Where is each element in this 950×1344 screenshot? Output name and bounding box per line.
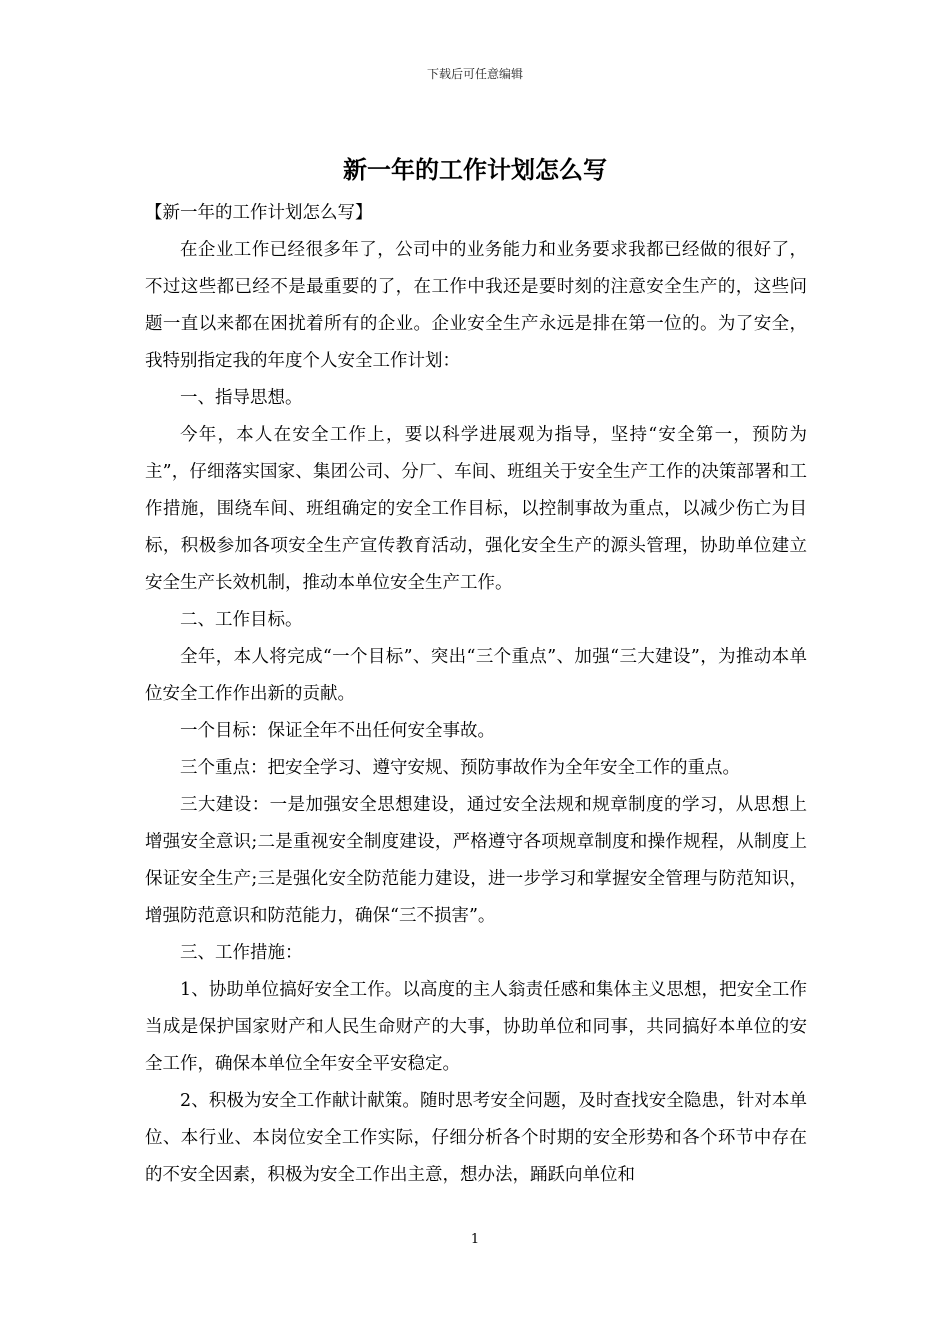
paragraph-work-goals: 全年，本人将完成“一个目标”、突出“三个重点”、加强“三大建设”，为推动本单位安全工作作出新的贡献。 bbox=[145, 647, 807, 704]
paragraph-intro: 在企业工作已经很多年了，公司中的业务能力和业务要求我都已经做的很好了，不过这些都已经不是最重要的了，在工作中我还是要时刻的注意安全生产的，这些问题一直以来都在困扰着所有的企业。企业安全生产永远是排在第一位的。为了安全，我特别指定我的年度个人安全工作计划： bbox=[145, 240, 807, 371]
download-note: 下载后可任意编辑 bbox=[426, 67, 523, 81]
paragraph-one-goal: 一个目标：保证全年不出任何安全事故。 bbox=[180, 721, 495, 741]
page-number: 1 bbox=[470, 1232, 480, 1247]
paragraph-measure-2: 2、积极为安全工作献计献策。随时思考安全问题，及时查找安全隐患，针对本单位、本行业、本岗位安全工作实际，仔细分析各个时期的安全形势和各个环节中存在的不安全因素，积极为安全工作出主意，想办法，踊跃向单位和 bbox=[145, 1091, 807, 1185]
paragraph-three-focus: 三个重点：把安全学习、遵守安规、预防事故作为全年安全工作的重点。 bbox=[180, 758, 740, 778]
paragraph-guiding-thought: 今年，本人在安全工作上，要以科学进展观为指导，坚持“安全第一，预防为主”，仔细落实国家、集团公司、分厂、车间、班组关于安全生产工作的决策部署和工作措施，围绕车间、班组确定的安全工作目标，以控制事故为重点，以减少伤亡为目标，积极参加各项安全生产宣传教育活动，强化安全生产的源头管理，协助单位建立安全生产长效机制，推动本单位安全生产工作。 bbox=[145, 425, 807, 593]
heading-work-measures: 三、工作措施： bbox=[180, 943, 303, 963]
heading-work-goals: 二、工作目标。 bbox=[180, 610, 303, 630]
paragraph-measure-1: 1、协助单位搞好安全工作。以高度的主人翁责任感和集体主义思想，把安全工作当成是保护国家财产和人民生命财产的大事，协助单位和同事，共同搞好本单位的安全工作，确保本单位全年安全平安稳定。 bbox=[145, 980, 807, 1074]
document-title: 新一年的工作计划怎么写 bbox=[343, 156, 607, 184]
document-body bbox=[145, 195, 807, 1194]
heading-guiding-thought: 一、指导思想。 bbox=[180, 388, 303, 408]
paragraph-three-builds: 三大建设：一是加强安全思想建设，通过安全法规和规章制度的学习，从思想上增强安全意识;二是重视安全制度建设，严格遵守各项规章制度和操作规程，从制度上保证安全生产;三是强化安全防范能力建设，进一步学习和掌握安全管理与防范知识，增强防范意识和防范能力，确保“三不损害”。 bbox=[145, 795, 807, 926]
subtitle-bracket: 【新一年的工作计划怎么写】 bbox=[145, 203, 373, 223]
